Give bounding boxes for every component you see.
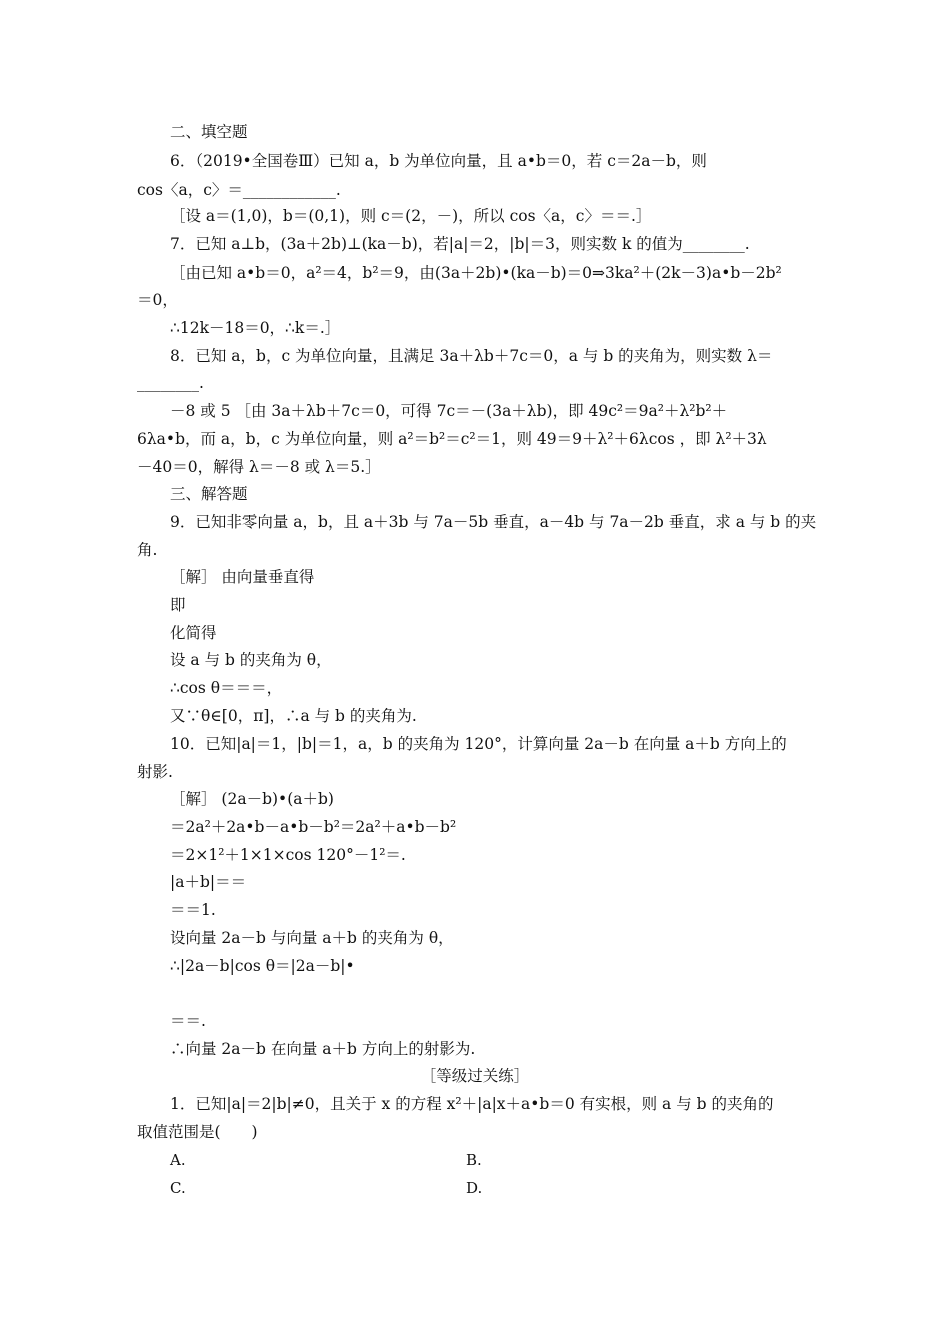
solution-10-line-4: |a＋b|＝＝ xyxy=(170,873,247,891)
practice-1-line-1: 1．已知|a|＝2|b|≠0，且关于 x 的方程 x²＋|a|x＋a•b＝0 有实根，则 a 与 b 的夹角的 xyxy=(170,1095,774,1113)
question-6-line-2: cos〈a，c〉＝____________. xyxy=(137,181,341,199)
section-heading-level-practice: ［等级过关练］ xyxy=(420,1067,530,1085)
solution-10-line-3: ＝2×1²＋1×1×cos 120°－1²＝. xyxy=(170,846,406,864)
question-9-line-1: 9．已知非零向量 a，b，且 a＋3b 与 7a－5b 垂直，a－4b 与 7a－2b 垂直，求 a 与 b 的夹 xyxy=(170,513,817,531)
solution-9-line-4: 设 a 与 b 的夹角为 θ， xyxy=(170,651,332,669)
solution-10-line-2: ＝2a²＋2a•b－a•b－b²＝2a²＋a•b－b² xyxy=(170,818,457,836)
solution-10-line-1: ［解］ (2a－b)•(a＋b) xyxy=(170,790,334,808)
question-10-line-1: 10．已知|a|＝1，|b|＝1，a，b 的夹角为 120°，计算向量 2a－b 在向量 a＋b 方向上的 xyxy=(170,735,787,753)
section-heading-solve: 三、解答题 xyxy=(170,485,248,503)
option-a: A. xyxy=(170,1151,186,1169)
solution-9-line-1: ［解］ 由向量垂直得 xyxy=(170,568,315,586)
option-b: B. xyxy=(466,1151,482,1169)
question-8-line-1: 8．已知 a，b，c 为单位向量，且满足 3a＋λb＋7c＝0，a 与 b 的夹角为，则实数 λ＝ xyxy=(170,347,773,365)
question-6-line-1: 6．（2019•全国卷Ⅲ）已知 a，b 为单位向量，且 a•b＝0，若 c＝2a－b，则 xyxy=(170,152,707,170)
solution-9-line-6: 又∵θ∈[0，π]，∴a 与 b 的夹角为. xyxy=(170,707,417,725)
solution-9-line-3: 化简得 xyxy=(170,624,217,642)
answer-6: ［设 a＝(1,0)，b＝(0,1)，则 c＝(2，－)，所以 cos〈a，c〉＝＝.］ xyxy=(170,207,652,225)
option-d: D. xyxy=(466,1179,483,1197)
answer-8-line-1: －8 或 5 ［由 3a＋λb＋7c＝0，可得 7c＝－(3a＋λb)，即 49c²＝9a²＋λ²b²＋ xyxy=(170,402,728,420)
solution-10-line-6: 设向量 2a－b 与向量 a＋b 的夹角为 θ， xyxy=(170,929,454,947)
answer-7-line-3: ∴12k－18＝0，∴k＝.］ xyxy=(170,319,341,337)
answer-8-line-2: 6λa•b，而 a，b，c 为单位向量，则 a²＝b²＝c²＝1，则 49＝9＋λ²＋6λcos ，即 λ²＋3λ xyxy=(137,430,767,448)
solution-10-line-7: ∴|2a－b|cos θ＝|2a－b|• xyxy=(170,957,355,975)
question-8-line-2: ________. xyxy=(137,374,204,392)
practice-1-line-2: 取值范围是( ) xyxy=(137,1123,258,1141)
solution-10-line-9: ∴向量 2a－b 在向量 a＋b 方向上的射影为. xyxy=(170,1040,476,1058)
solution-9-line-2: 即 xyxy=(170,596,186,614)
question-7: 7．已知 a⊥b，(3a＋2b)⊥(ka－b)，若|a|＝2，|b|＝3，则实数 k 的值为________. xyxy=(170,235,750,253)
answer-7-line-2: ＝0， xyxy=(137,291,178,309)
question-9-line-2: 角. xyxy=(137,541,158,559)
answer-8-line-3: －40＝0，解得 λ＝－8 或 λ＝5.］ xyxy=(137,458,381,476)
option-c: C. xyxy=(170,1179,186,1197)
solution-10-line-8: ＝＝. xyxy=(170,1012,206,1030)
answer-7-line-1: ［由已知 a•b＝0，a²＝4，b²＝9，由(3a＋2b)•(ka－b)＝0⇒3ka²＋(2k－3)a•b－2b² xyxy=(170,264,782,282)
solution-10-line-5: ＝＝1. xyxy=(170,901,216,919)
question-10-line-2: 射影. xyxy=(137,763,173,781)
solution-9-line-5: ∴cos θ＝＝＝， xyxy=(170,679,283,697)
section-heading-fill-blank: 二、填空题 xyxy=(170,123,248,141)
